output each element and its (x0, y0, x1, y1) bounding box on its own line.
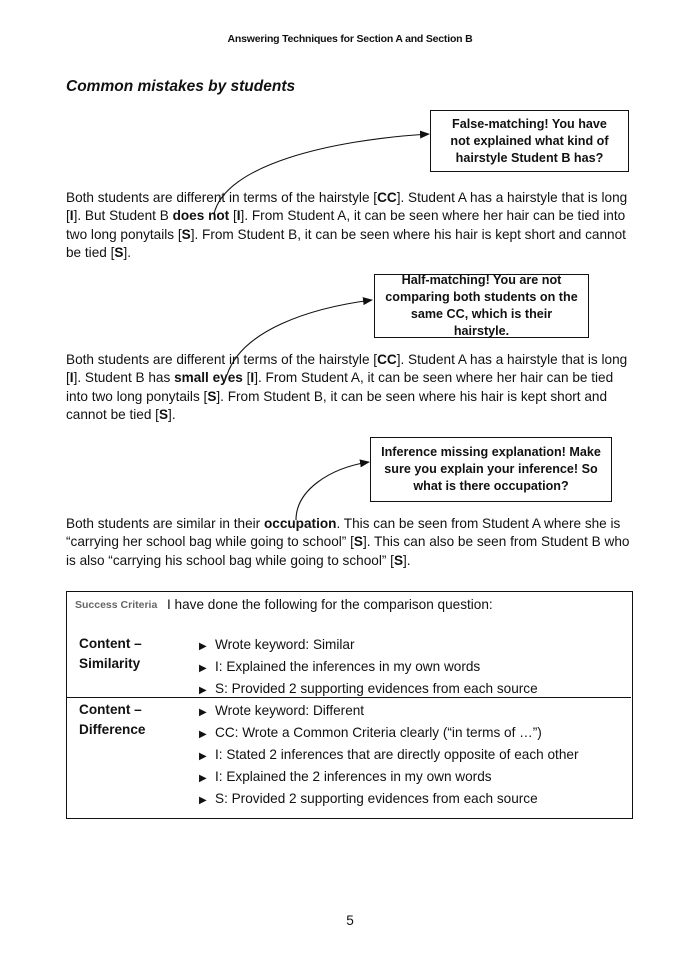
bold-text: I (250, 370, 255, 386)
criteria-item (199, 725, 542, 740)
bullet-triangle-icon: ▶ (199, 663, 207, 674)
example-paragraph-3 (66, 515, 636, 570)
callout-inference-missing (370, 437, 612, 502)
bold-text: I (69, 370, 74, 386)
bold-text: does not (172, 208, 230, 224)
criteria-item-text: I: Stated 2 inferences that are directly opposite of each other (215, 747, 579, 762)
criteria-divider (66, 697, 631, 698)
example-paragraph-2 (66, 351, 636, 425)
callout-false-matching (430, 110, 629, 172)
text: Both students are different in terms of the hairstyle [ (66, 352, 378, 367)
bullet-triangle-icon: ▶ (199, 751, 207, 762)
criteria-label-difference: Content – Difference (79, 702, 146, 737)
bold-text: small eyes (174, 370, 243, 386)
criteria-item (199, 637, 355, 652)
callout-text: False-matching! You have not explained what kind of hairstyle Student B has? (450, 116, 609, 165)
bold-text: S (114, 245, 124, 261)
text: Both students are different in terms of the hairstyle [ (66, 190, 378, 205)
callout-text: Inference missing explanation! Make sure you explain your inference! So what is there occupation? (381, 445, 601, 493)
bold-text: S (207, 388, 217, 404)
example-paragraph-1 (66, 189, 636, 263)
bold-text: CC (377, 190, 397, 205)
arrow-3 (296, 462, 369, 520)
bold-text: S (181, 226, 191, 242)
criteria-item (199, 791, 538, 806)
criteria-item-text: CC: Wrote a Common Criteria clearly (“in terms of …”) (215, 725, 542, 740)
text: ]. From Student B, it can be seen where his hair is kept short and cannot be tied [ (66, 388, 608, 423)
criteria-item (199, 769, 492, 784)
success-criteria-heading: Success Criteria (75, 599, 158, 611)
text: ]. Student B has (73, 370, 175, 386)
text: . This can be seen from Student A where she is “carrying her school bag while going to school” [ (66, 516, 621, 550)
section-title: Common mistakes by students (66, 78, 296, 95)
bullet-triangle-icon: ▶ (199, 729, 207, 740)
criteria-item-text: S: Provided 2 supporting evidences from each source (215, 681, 538, 696)
text: ]. This can also be seen from Student B who is also “carrying his school bag while going to school” [ (66, 534, 630, 568)
criteria-item (199, 681, 538, 696)
criteria-item (199, 703, 364, 718)
text: ]. Student A has a hairstyle that is long [ (66, 352, 628, 386)
callout-half-matching (374, 274, 589, 338)
bullet-triangle-icon: ▶ (199, 795, 207, 806)
text: [ (229, 208, 237, 224)
bullet-triangle-icon: ▶ (199, 685, 207, 696)
criteria-item-text: I: Explained the 2 inferences in my own words (215, 769, 492, 784)
bold-text: I (69, 208, 74, 224)
bold-text: S (353, 534, 363, 550)
bold-text: occupation (263, 516, 337, 531)
running-header: Answering Techniques for Section A and Section B (227, 33, 473, 45)
bullet-triangle-icon: ▶ (199, 773, 207, 784)
text: ]. From Student A, it can be seen where her hair can be tied into two long ponytails [ (66, 370, 614, 404)
text: [ (242, 370, 251, 386)
text: ]. (403, 552, 411, 568)
text: Both students are similar in their (66, 516, 264, 531)
callout-text: Half-matching! You are not comparing both students on the same CC, which is their hairstyle. (385, 273, 578, 338)
success-criteria-intro: I have done the following for the comparison question: (167, 597, 493, 612)
criteria-item-text: S: Provided 2 supporting evidences from each source (215, 791, 538, 806)
page-number: 5 (346, 913, 354, 928)
text: ]. From Student B, it can be seen where his hair is kept short and cannot be tied [ (66, 226, 626, 261)
bold-text: I (236, 208, 241, 224)
bullet-triangle-icon: ▶ (199, 641, 207, 652)
criteria-item (199, 659, 480, 674)
text: ]. From Student A, it can be seen where her hair can be tied into two long ponytails [ (66, 208, 626, 242)
bold-text: S (393, 552, 404, 568)
criteria-item-text: Wrote keyword: Similar (215, 637, 355, 652)
criteria-item-text: Wrote keyword: Different (215, 703, 365, 718)
bold-text: S (158, 407, 169, 423)
success-criteria-box (66, 591, 633, 819)
text: ]. But Student B (73, 208, 173, 224)
text: ]. (123, 245, 132, 261)
bold-text: CC (377, 352, 397, 367)
criteria-label-similarity: Content – Similarity (79, 636, 142, 671)
bullet-triangle-icon: ▶ (199, 707, 207, 718)
text: ]. Student A has a hairstyle that is long [ (66, 190, 628, 224)
text: ]. (168, 407, 176, 423)
criteria-item-text: I: Explained the inferences in my own words (215, 659, 481, 674)
criteria-item (199, 747, 578, 762)
